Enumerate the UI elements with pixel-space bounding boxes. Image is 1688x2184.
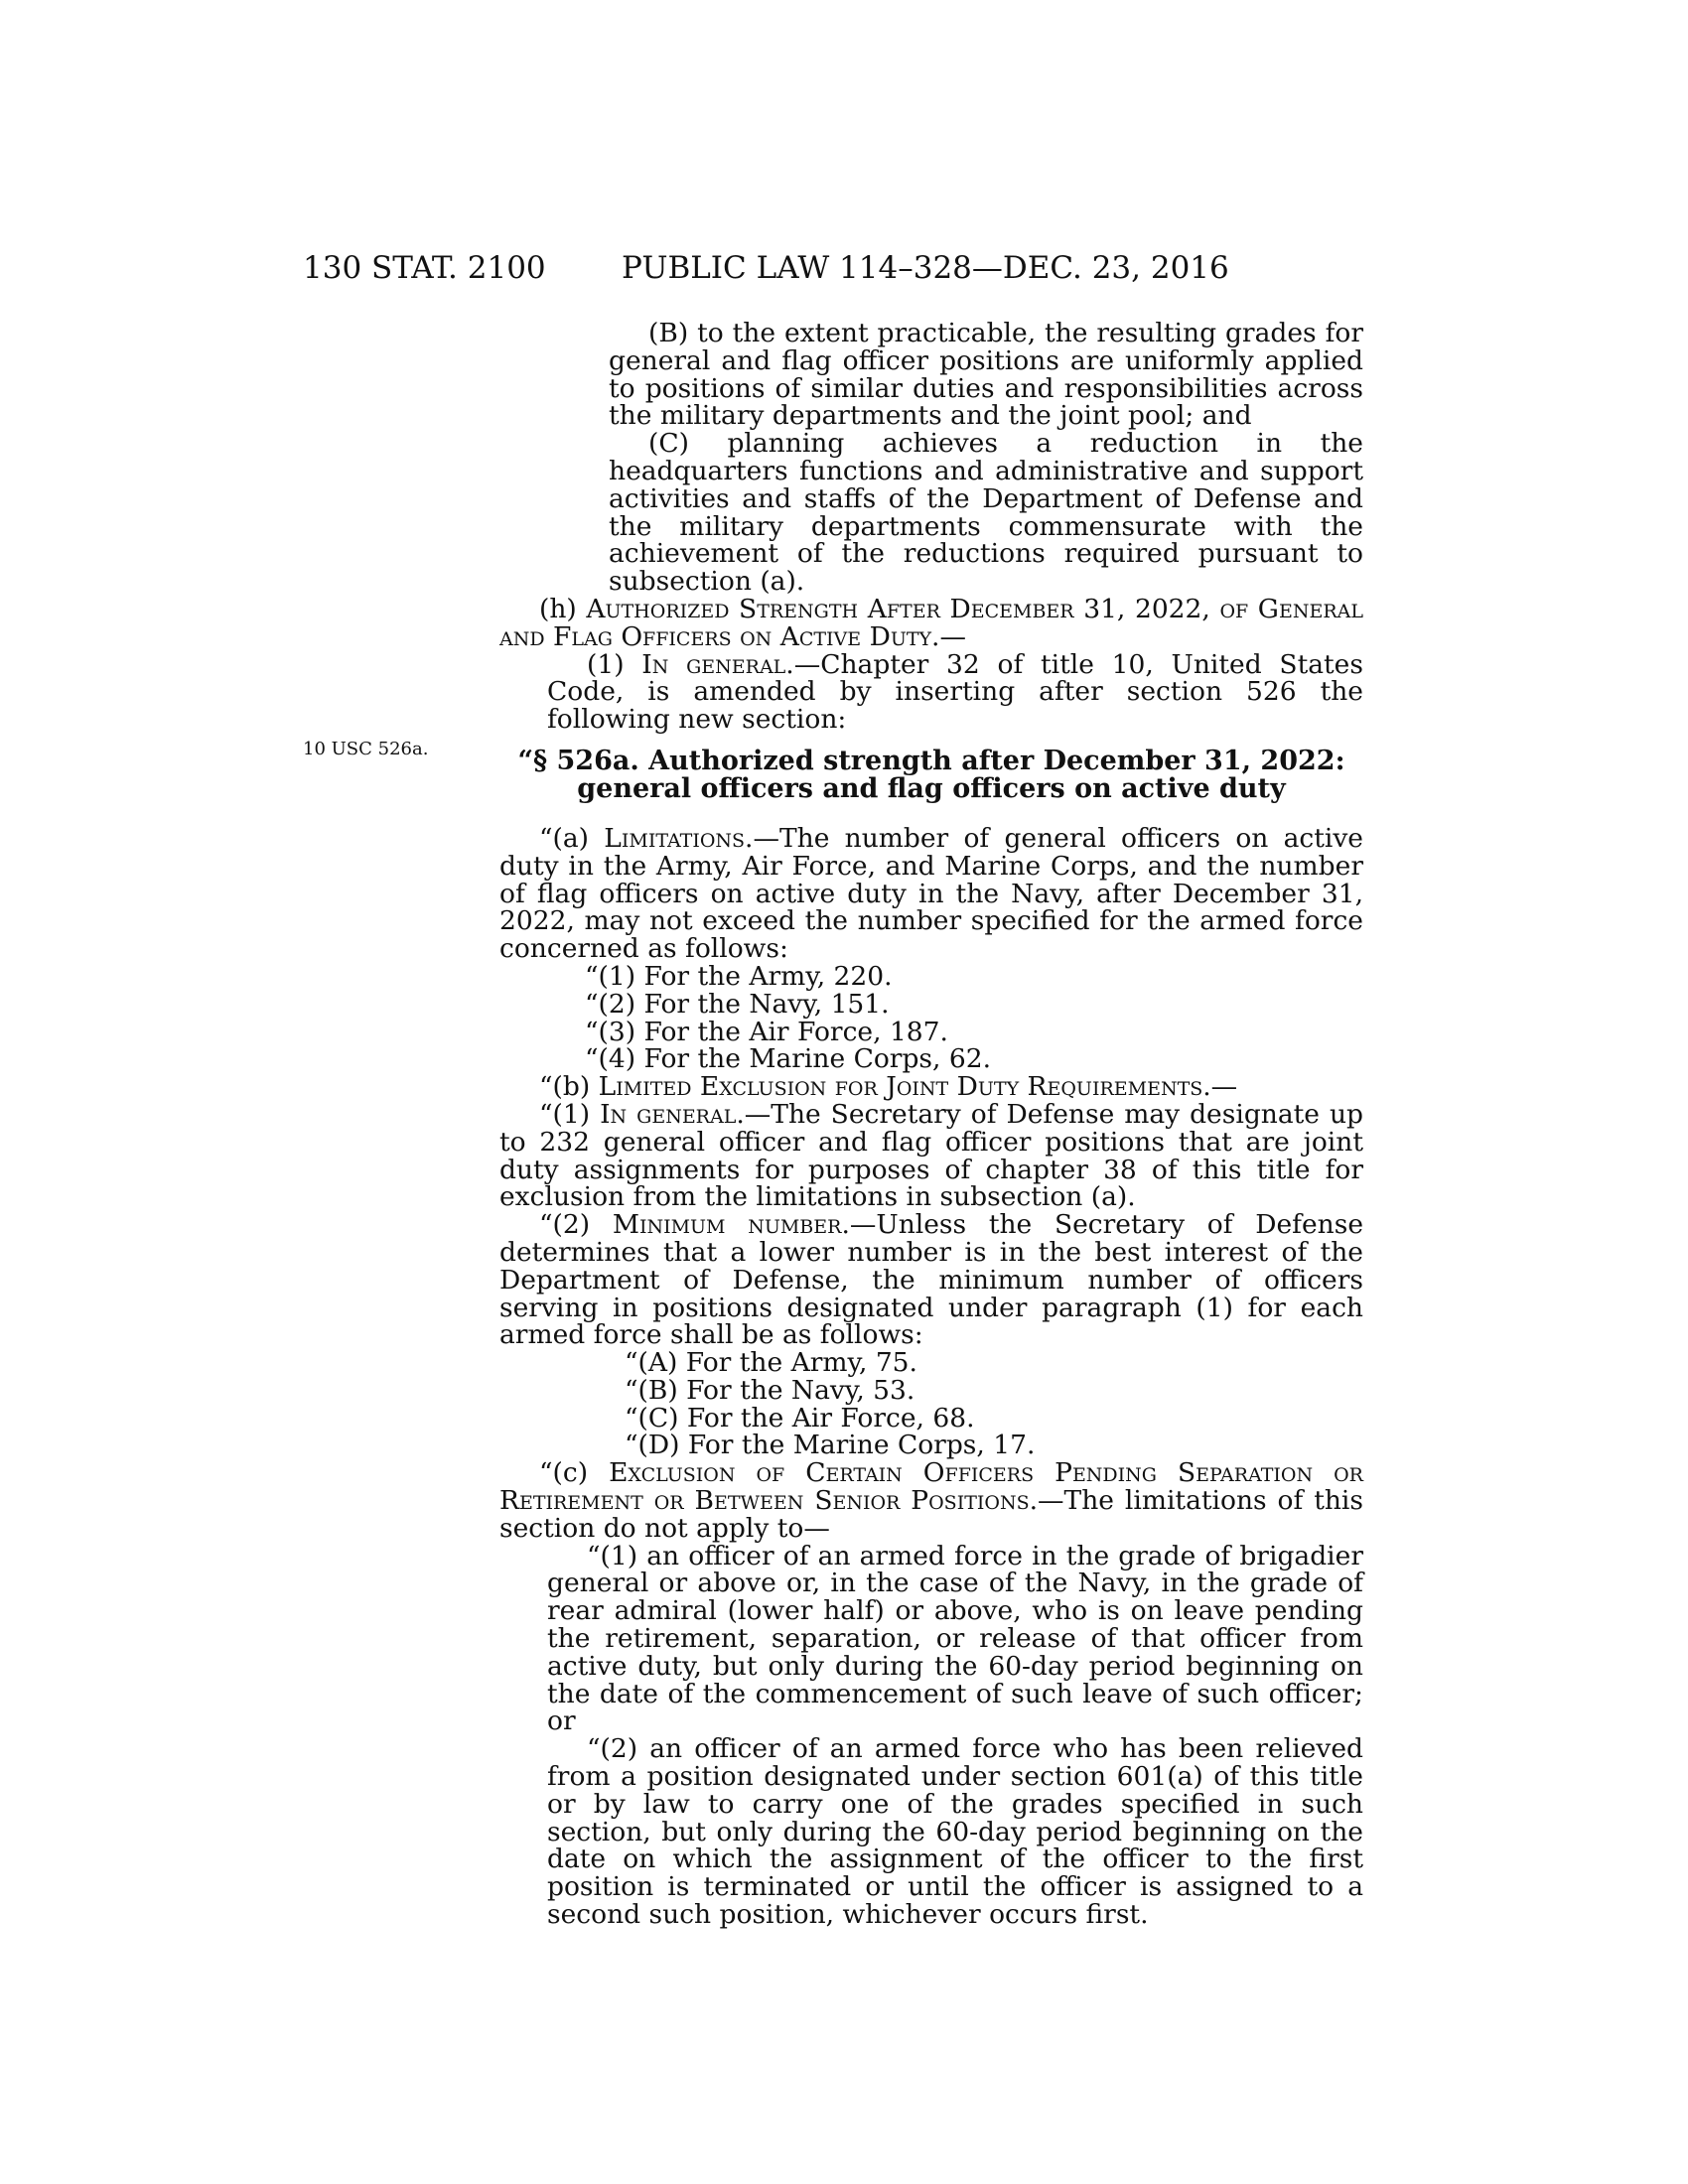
subsection-h-heading: Authorized Strength After December 31, 2022, of General and Flag Officers on Active Duty.— — [499, 593, 1363, 652]
paragraph-h-1-text: —Chapter 32 of title 10, United States Code, is amended by inserting after section 526 the following new section: — [547, 648, 1363, 736]
paragraph-c-2: “(2) an officer of an armed force who has been relieved from a position designated under section 601(a) of this title or by law to carry one of the grades specified in such section, but only during the 60-day period beginning on the date on which the assignment of the officer to the first position is terminated or until the officer is assigned to a second such position, whichever occurs first. — [547, 1733, 1363, 1931]
paragraph-h-1-heading: In general. — [641, 648, 794, 680]
list-item: “(C) For the Air Force, 68. — [625, 1402, 975, 1433]
paragraph-b-2-heading: Minimum number. — [612, 1209, 850, 1241]
subsection-b-label: “(b) — [539, 1071, 591, 1103]
paragraph-b-1 — [499, 1098, 1363, 1213]
paragraph-h-1 — [499, 648, 1363, 736]
paragraph-b-1-heading: In general. — [600, 1098, 745, 1130]
subsection-c-label: “(c) — [539, 1457, 589, 1489]
subsection-a-text: —The number of general officers on active duty in the Army, Air Force, and Marine Corps, and the number of flag officers on active duty in the Navy, after December 31, 2022, may not exceed the number specified for the armed force concerned as follows: — [499, 822, 1363, 965]
section-heading: “§ 526a. Authorized strength after December 31, 2022: general officers and flag officers on active duty — [517, 745, 1345, 804]
running-title: PUBLIC LAW 114–328—DEC. 23, 2016 — [622, 250, 1229, 286]
list-item: “(3) For the Air Force, 187. — [585, 1016, 948, 1047]
paragraph-h-1-label: (1) — [587, 648, 625, 680]
paragraph-c-1: “(1) an officer of an armed force in the grade of brigadier general or above or, in the case of the Navy, in the grade of rear admiral (lower half) or above, who is on leave pending the retirement, separation, or release of that officer from active duty, but only during the 60-day period beginning on the date of the commencement of such leave of such officer; or — [547, 1540, 1363, 1737]
subsection-h-label: (h) — [539, 593, 577, 624]
subsection-a-heading: Limitations. — [604, 822, 754, 854]
paragraph-b-1-text: —The Secretary of Defense may designate up to 232 general officer and flag officer positions that are joint duty assignments for purposes of chapter 38 of this title for exclusion from the limitations in subsection (a). — [499, 1098, 1363, 1213]
list-item: “(A) For the Army, 75. — [625, 1347, 917, 1379]
paragraph-b-2-text: —Unless the Secretary of Defense determines that a lower number is in the best interest of the Department of Defense, the minimum number of officers serving in positions designated under paragraph (1) for each armed force shall be as follows: — [499, 1209, 1363, 1351]
subsection-c-text: —The limitations of this section do not apply to— — [499, 1485, 1363, 1544]
subsection-a-label: “(a) — [539, 822, 590, 854]
subsection-b-heading: Limited Exclusion for Joint Duty Requirements.— — [598, 1071, 1238, 1103]
list-item: “(4) For the Marine Corps, 62. — [585, 1043, 992, 1075]
document-body — [499, 320, 1363, 1929]
subsection-a — [499, 822, 1363, 965]
subsection-b — [499, 1073, 1363, 1101]
subsection-c-heading: Exclusion of Certain Officers Pending Separation or Retirement or Between Senior Positions. — [499, 1457, 1363, 1517]
paragraph-b-2 — [499, 1211, 1363, 1349]
paragraph-g-B: (B) to the extent practicable, the resulting grades for general and flag officer positions are uniformly applied to positions of similar duties and responsibilities across the military departments and the joint pool; and — [609, 318, 1363, 432]
list-item: “(2) For the Navy, 151. — [585, 988, 890, 1020]
stat-page-number: 130 STAT. 2100 — [303, 250, 546, 286]
list-item: “(B) For the Navy, 53. — [625, 1374, 915, 1406]
paragraph-g-C: (C) planning achieves a reduction in the headquarters functions and administrative and support activities and staffs of the Department of Defense and the military departments commensurate with the achievement of the reductions required pursuant to subsection (a). — [609, 428, 1363, 598]
list-item: “(1) For the Army, 220. — [585, 960, 893, 992]
list-item: “(D) For the Marine Corps, 17. — [625, 1430, 1036, 1461]
paragraph-b-1-label: “(1) — [539, 1098, 591, 1130]
subsection-h — [499, 593, 1363, 652]
marginal-note: 10 USC 526a. — [303, 739, 429, 759]
subsection-c — [499, 1459, 1363, 1542]
paragraph-b-2-label: “(2) — [539, 1209, 591, 1241]
